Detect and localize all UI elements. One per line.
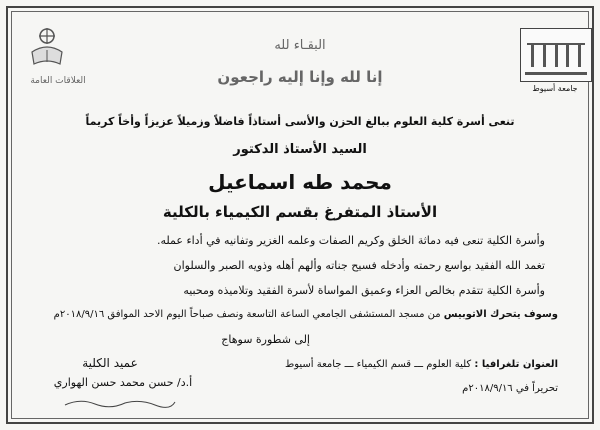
verse: إنا لله وإنا إليه راجعون [217, 68, 383, 86]
address-label: العنوان تلغرافيا : [474, 359, 558, 370]
top-title: البقـاء لله [274, 38, 326, 53]
dean-title: عميد الكلية [82, 356, 138, 370]
deceased-name: محمد طه اسماعيل [208, 170, 392, 194]
position-line: الأستاذ المتفرغ بقسم الكيمياء بالكلية [162, 203, 438, 221]
title-line: السيد الأستاذ الدكتور [233, 142, 367, 157]
emblem-caption: جامعة أسيوط [532, 84, 578, 93]
condolence-line: تنعى أسرة كلية العلوم ببالغ الحزن والأسى أستاذاً فاضلاً وزميلاً عزيزاً وأخاً كريماً [85, 115, 515, 128]
dean-name: أ.د/ حسن محمد حسن الهواري [53, 376, 193, 389]
document-date: تحريراً في ٢٠١٨/٩/١٦م [462, 383, 558, 394]
bus-notice-destination: إلى شطورة سوهاج [221, 333, 310, 346]
handwritten-signature [60, 396, 180, 410]
telegraph-address [285, 359, 558, 370]
address-value: كلية العلوم ـــ قسم الكيمياء ـــ جامعة أسيوط [284, 359, 472, 370]
bus-notice [54, 309, 558, 320]
body-paragraph-1: وأسرة الكلية تنعى فيه دماثة الخلق وكريم الصفات وعلمه الغزير وتفانيه في أداء عمله. [156, 234, 545, 247]
public-relations-label: العلاقات العامة [30, 76, 86, 86]
bus-notice-bold: وسوف يتحرك الاتوبيس [443, 309, 558, 320]
body-paragraph-3: وأسرة الكلية تتقدم بخالص العزاء وعميق المواساة لأسرة الفقيد وتلاميذه ومحبيه [183, 284, 545, 297]
body-paragraph-2: تغمد الله الفقيد بواسع رحمته وأدخله فسيح جناته وألهم أهله وذويه الصبر والسلوان [173, 259, 545, 272]
bus-notice-rest: من مسجد المستشفى الجامعي الساعة التاسعة ونصف صباحاً اليوم الاحد الموافق ٢٠١٨/٩/١٦م [53, 309, 441, 320]
